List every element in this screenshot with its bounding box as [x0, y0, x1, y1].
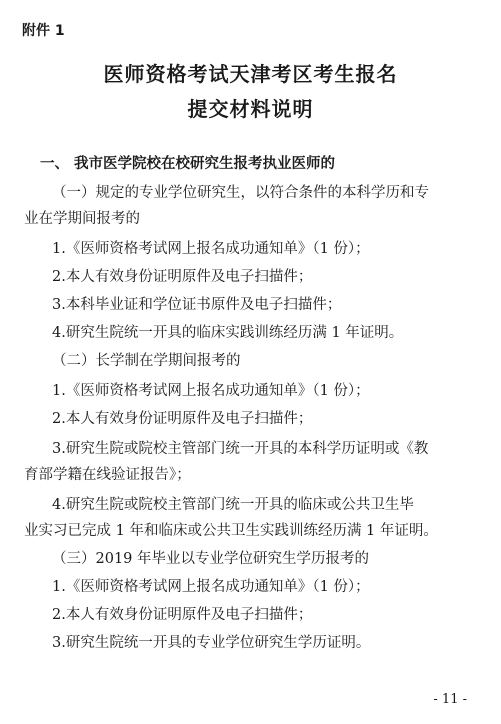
list-item: 4.研究生院或院校主管部门统一开具的临床或公共卫生毕 [52, 497, 414, 513]
subsection2-heading: （二）长学制在学期间报考的 [52, 353, 241, 369]
document-title-line1: 医师资格考试天津考区考生报名 [103, 62, 398, 86]
subsection3-heading: （三）2019 年毕业以专业学位研究生学历报考的 [52, 551, 370, 567]
list-item: 4.研究生院统一开具的临床实践训练经历满 1 年证明。 [52, 325, 404, 341]
list-item-continuation: 育部学籍在线验证报告》； [24, 467, 191, 483]
list-item: 3.研究生院统一开具的专业学位研究生学历证明。 [52, 635, 371, 651]
list-item: 3.本科毕业证和学位证书原件及电子扫描件； [52, 297, 342, 313]
list-item: 2.本人有效身份证明原件及电子扫描件； [52, 411, 313, 427]
attachment-label: 附件 1 [22, 23, 65, 39]
list-item: 2.本人有效身份证明原件及电子扫描件； [52, 269, 313, 285]
document-title-line2: 提交材料说明 [187, 97, 314, 121]
list-item: 2.本人有效身份证明原件及电子扫描件； [52, 607, 313, 623]
subsection1-heading-line2: 业在学期间报考的 [24, 211, 140, 227]
list-item-continuation: 业实习已完成 1 年和临床或公共卫生实践训练经历满 1 年证明。 [24, 523, 438, 539]
list-item: 1.《医师资格考试网上报名成功通知单》（1 份）； [52, 241, 370, 257]
list-item: 1.《医师资格考试网上报名成功通知单》（1 份）； [52, 579, 370, 595]
list-item: 3.研究生院或院校主管部门统一开具的本科学历证明或《教 [52, 441, 429, 457]
page-number: - 11 - [433, 692, 467, 707]
subsection1-heading-line1: （一）规定的专业学位研究生，以符合条件的本科学历和专 [52, 185, 429, 201]
section-heading: 一、 我市医学院校在校研究生报考执业医师的 [40, 156, 336, 172]
list-item: 1.《医师资格考试网上报名成功通知单》（1 份）； [52, 383, 370, 399]
